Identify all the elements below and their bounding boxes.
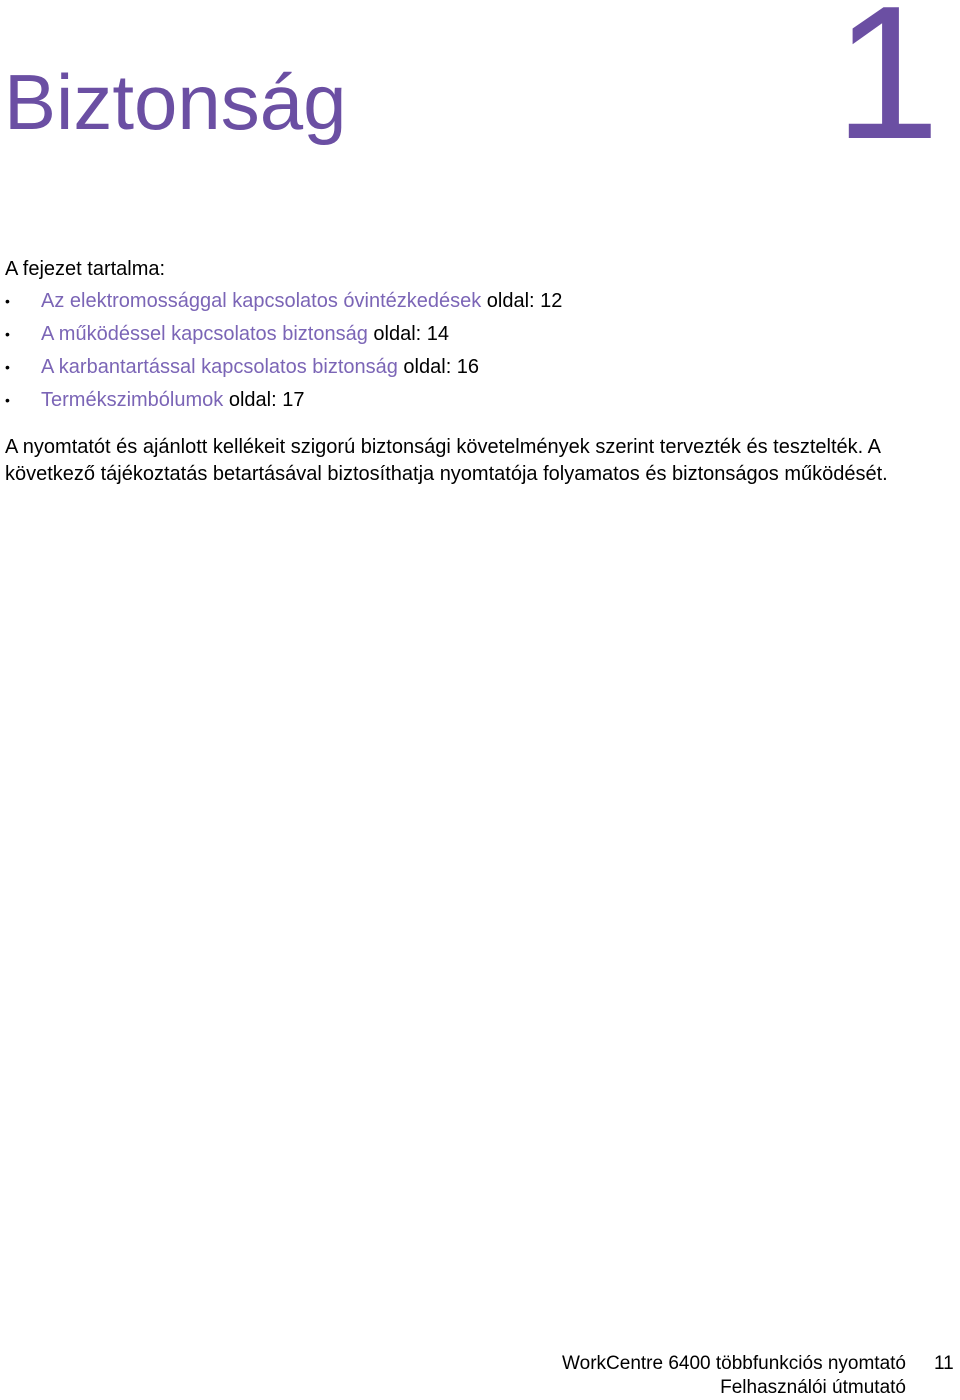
toc-item	[0, 353, 562, 386]
chapter-title: Biztonság	[4, 58, 347, 146]
intro-paragraph: A nyomtatót és ajánlott kellékeit szigorú biztonsági követelmények szerint tervezték és tesztelték. A következő tájékoztatás betartásával biztosíthatja nyomtatója folyamatos és biztonságos működését.	[5, 436, 888, 485]
footer-page-number: 11	[934, 1353, 954, 1374]
bullet-icon: •	[5, 326, 10, 342]
bullet-icon: •	[5, 293, 10, 309]
bullet-icon: •	[5, 359, 10, 375]
toc-link-maintenance-safety[interactable]: A karbantartással kapcsolatos biztonság	[41, 356, 398, 378]
toc-page-ref: oldal: 14	[367, 323, 450, 345]
footer	[562, 1352, 906, 1400]
toc-page-ref: oldal: 16	[397, 356, 480, 378]
toc-link-electrical-safety[interactable]: Az elektromossággal kapcsolatos óvintézkedések	[41, 290, 482, 312]
bullet-icon: •	[5, 392, 10, 408]
toc-item	[0, 386, 562, 419]
chapter-number: 1	[834, 0, 940, 179]
toc-list	[0, 287, 562, 419]
toc-page-ref: oldal: 12	[481, 290, 563, 312]
footer-guide-name: Felhasználói útmutató	[720, 1377, 906, 1398]
toc-item	[0, 320, 562, 353]
toc-heading: A fejezet tartalma:	[5, 258, 166, 280]
toc-page-ref: oldal: 17	[223, 389, 305, 411]
toc-link-product-symbols[interactable]: Termékszimbólumok	[41, 389, 224, 411]
toc-item	[0, 287, 562, 320]
toc-link-operational-safety[interactable]: A működéssel kapcsolatos biztonság	[41, 323, 368, 345]
footer-product-name: WorkCentre 6400 többfunkciós nyomtató	[562, 1353, 906, 1374]
